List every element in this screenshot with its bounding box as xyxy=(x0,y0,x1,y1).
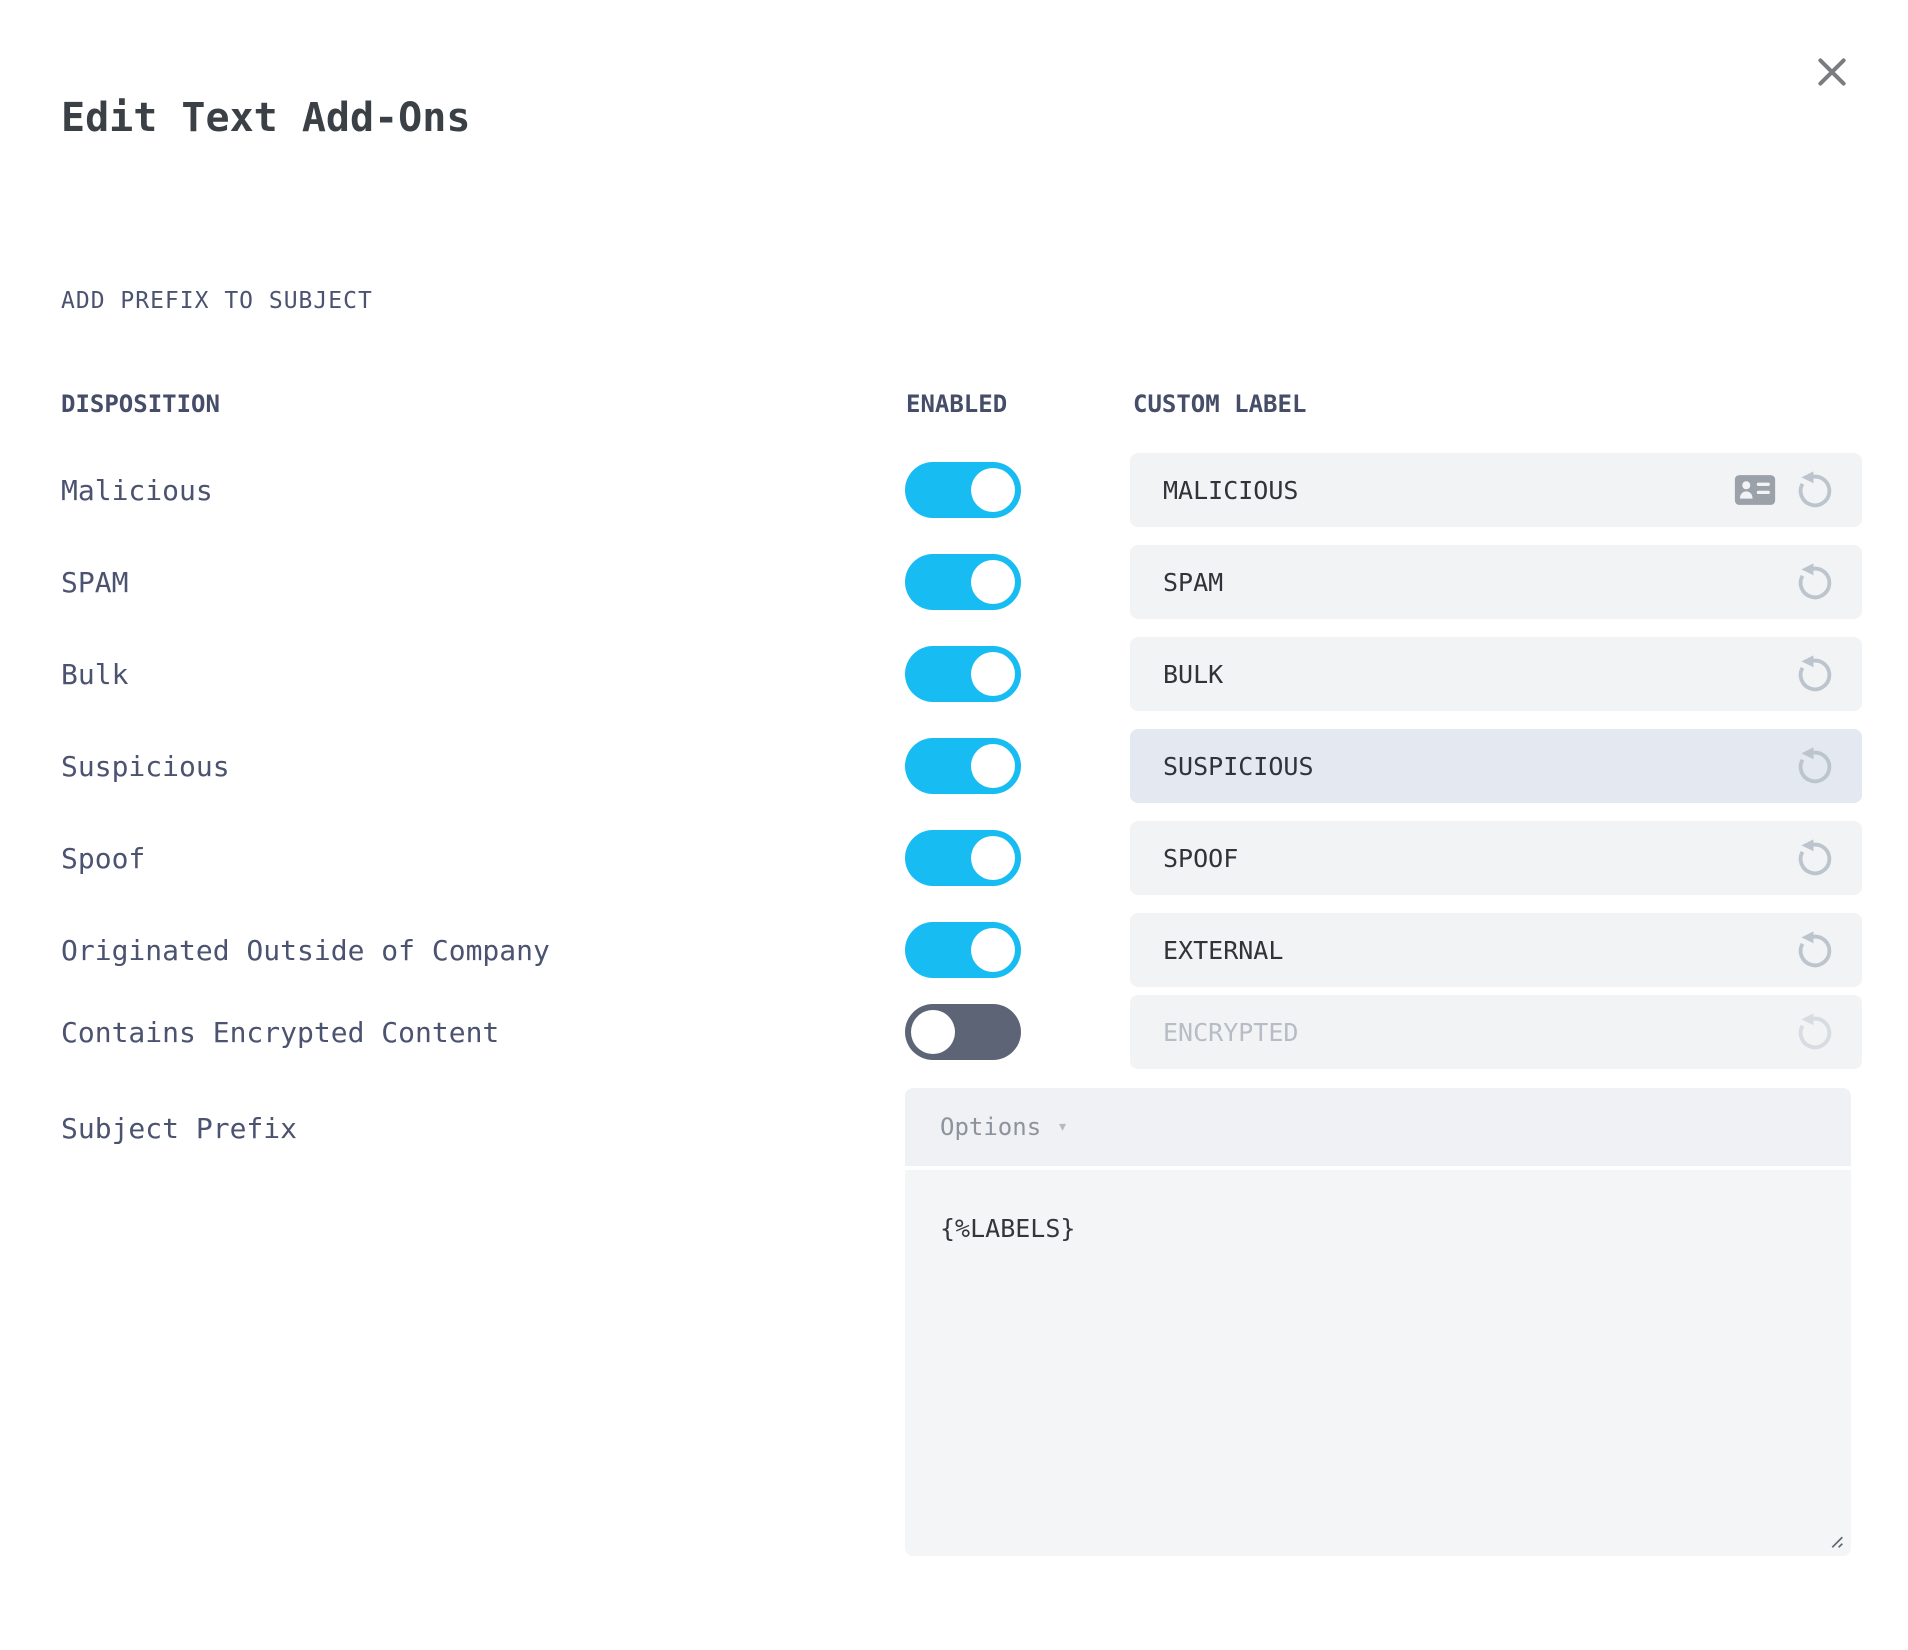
table-row xyxy=(0,720,1908,812)
custom-label-value: MALICIOUS xyxy=(1163,475,1299,505)
toggle-knob xyxy=(971,836,1015,880)
column-header-enabled: ENABLED xyxy=(906,390,1008,418)
custom-label-value: SPOOF xyxy=(1163,843,1239,873)
toggle-knob xyxy=(971,560,1015,604)
enabled-toggle[interactable] xyxy=(905,462,1021,518)
custom-label-input[interactable] xyxy=(1130,453,1862,527)
table-row xyxy=(0,444,1908,536)
custom-label-value: SPAM xyxy=(1163,567,1224,597)
column-header-disposition: DISPOSITION xyxy=(61,390,220,418)
custom-label-input[interactable] xyxy=(1130,995,1862,1069)
custom-label-input[interactable] xyxy=(1130,913,1862,987)
field-icons xyxy=(1792,927,1838,973)
reset-icon[interactable] xyxy=(1792,467,1838,513)
reset-icon[interactable] xyxy=(1792,835,1838,881)
custom-label-value: EXTERNAL xyxy=(1163,935,1284,965)
custom-label-value: BULK xyxy=(1163,659,1224,689)
page-title: Edit Text Add-Ons xyxy=(61,94,471,141)
chevron-down-icon: ▾ xyxy=(1057,1116,1068,1137)
custom-label-input[interactable] xyxy=(1130,545,1862,619)
reset-icon[interactable] xyxy=(1792,1009,1838,1055)
field-icons xyxy=(1792,835,1838,881)
close-button[interactable] xyxy=(1808,48,1856,96)
custom-label-input[interactable] xyxy=(1130,821,1862,895)
enabled-toggle[interactable] xyxy=(905,738,1021,794)
reset-icon[interactable] xyxy=(1792,651,1838,697)
enabled-toggle[interactable] xyxy=(905,554,1021,610)
toggle-knob xyxy=(971,744,1015,788)
field-icons xyxy=(1792,651,1838,697)
options-dropdown[interactable] xyxy=(905,1088,1851,1168)
enabled-toggle[interactable] xyxy=(905,830,1021,886)
reset-icon[interactable] xyxy=(1792,927,1838,973)
disposition-label: Bulk xyxy=(61,657,129,691)
field-icons xyxy=(1792,1009,1838,1055)
column-header-custom-label: CUSTOM LABEL xyxy=(1133,390,1307,418)
disposition-label: Suspicious xyxy=(61,749,230,783)
table-row xyxy=(0,812,1908,904)
enabled-toggle[interactable] xyxy=(905,922,1021,978)
subject-prefix-label: Subject Prefix xyxy=(61,1111,298,1145)
toggle-knob xyxy=(971,652,1015,696)
toggle-knob xyxy=(911,1010,955,1054)
custom-label-value: SUSPICIOUS xyxy=(1163,751,1314,781)
reset-icon[interactable] xyxy=(1792,743,1838,789)
table-row xyxy=(0,628,1908,720)
table-row xyxy=(0,904,1908,996)
toggle-knob xyxy=(971,468,1015,512)
table-row xyxy=(0,536,1908,628)
table-row xyxy=(0,986,1908,1078)
disposition-label: SPAM xyxy=(61,565,129,599)
options-dropdown-label: Options xyxy=(940,1113,1042,1141)
disposition-label: Contains Encrypted Content xyxy=(61,1015,500,1049)
disposition-label: Spoof xyxy=(61,841,146,875)
subject-prefix-textarea[interactable] xyxy=(905,1170,1851,1556)
enabled-toggle[interactable] xyxy=(905,646,1021,702)
field-icons xyxy=(1792,743,1838,789)
subject-prefix-value: {%LABELS} xyxy=(940,1214,1076,1243)
contact-card-icon[interactable] xyxy=(1734,474,1776,506)
field-icons xyxy=(1792,559,1838,605)
custom-label-input[interactable] xyxy=(1130,637,1862,711)
reset-icon[interactable] xyxy=(1792,559,1838,605)
enabled-toggle[interactable] xyxy=(905,1004,1021,1060)
custom-label-input[interactable] xyxy=(1130,729,1862,803)
section-heading: ADD PREFIX TO SUBJECT xyxy=(61,288,373,314)
disposition-label: Originated Outside of Company xyxy=(61,933,550,967)
close-icon xyxy=(1808,48,1856,96)
toggle-knob xyxy=(971,928,1015,972)
resize-handle[interactable] xyxy=(1824,1529,1846,1551)
disposition-label: Malicious xyxy=(61,473,213,507)
field-icons xyxy=(1734,467,1838,513)
custom-label-value: ENCRYPTED xyxy=(1163,1017,1299,1047)
